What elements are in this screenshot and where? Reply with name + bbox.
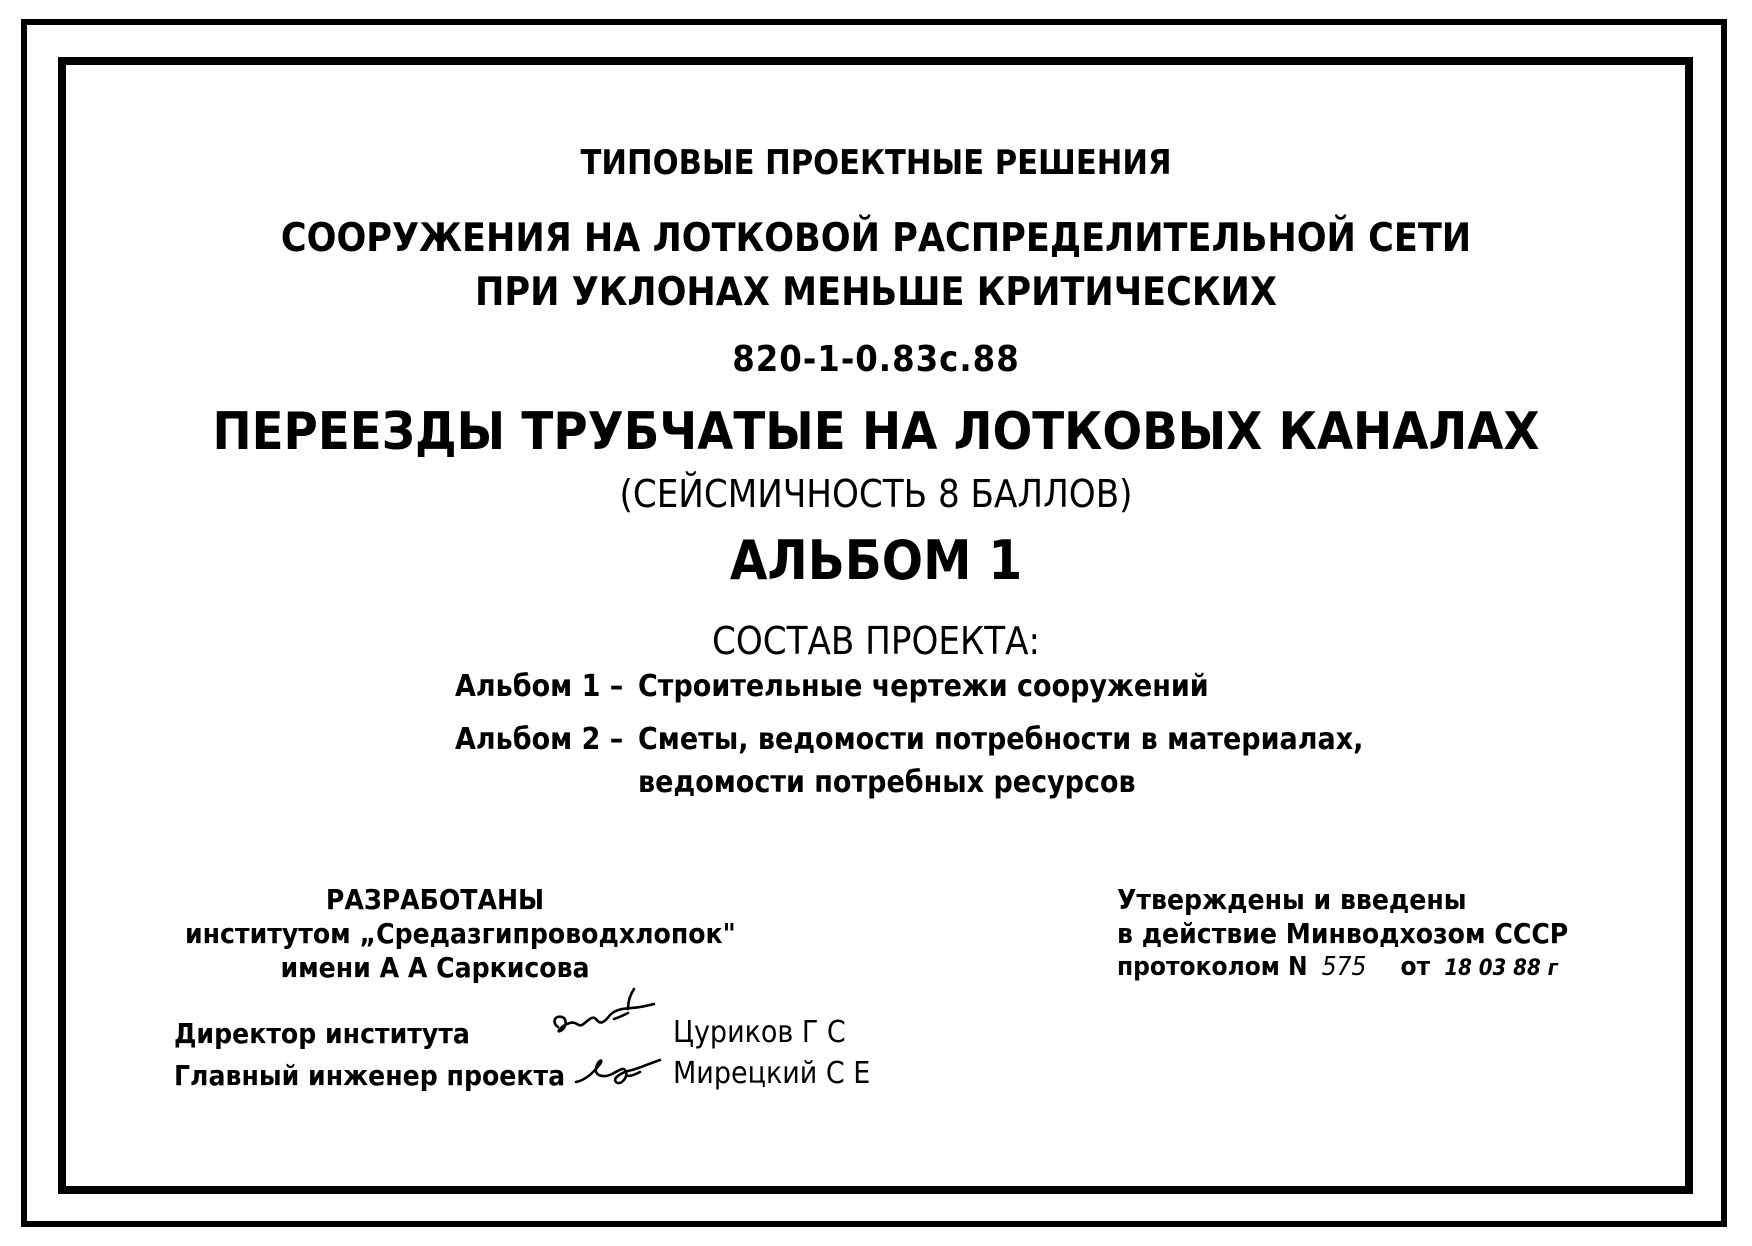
developer-line-2: институтом „Средазгипроводхлопок" [185, 917, 736, 950]
chief-engineer-name: Мирецкий С Е [673, 1056, 871, 1091]
approval-date: 18 03 88 г [1444, 956, 1558, 981]
director-role: Директор института [174, 1017, 470, 1050]
document-code: 820-1-0.83с.88 [732, 339, 1020, 380]
contents-item-2-label: Альбом 2 – [455, 722, 624, 757]
chief-engineer-role: Главный инженер проекта [174, 1059, 566, 1092]
seismic-note: (СЕЙСМИЧНОСТЬ 8 БАЛЛОВ) [619, 472, 1133, 516]
approval-line-1: Утверждены и введены [1117, 883, 1467, 916]
subject-line-1: СООРУЖЕНИЯ НА ЛОТКОВОЙ РАСПРЕДЕЛИТЕЛЬНОЙ СЕТИ [280, 216, 1472, 261]
contents-item-2-text-continued: ведомости потребных ресурсов [638, 765, 1136, 800]
contents-item-2-text: Сметы, ведомости потребности в материалах, [638, 722, 1364, 757]
protocol-prefix: протоколом N [1117, 952, 1308, 982]
contents-item-1-text: Строительные чертежи сооружений [638, 669, 1209, 704]
director-signature-icon [548, 985, 658, 1047]
contents-item-1-label: Альбом 1 – [455, 669, 624, 704]
developer-line-1: РАЗРАБОТАНЫ [325, 883, 545, 916]
approval-line-2: в действие Минводхозом СССР [1117, 917, 1569, 950]
director-name: Цуриков Г С [673, 1015, 846, 1050]
album-title: АЛЬБОМ 1 [729, 529, 1023, 592]
protocol-number: 575 [1321, 952, 1367, 982]
main-title: ПЕРЕЕЗДЫ ТРУБЧАТЫЕ НА ЛОТКОВЫХ КАНАЛАХ [212, 402, 1540, 462]
series-title: ТИПОВЫЕ ПРОЕКТНЫЕ РЕШЕНИЯ [580, 143, 1172, 183]
developer-line-3: имени А А Саркисова [280, 951, 590, 984]
approval-line-3 [1117, 954, 1558, 980]
subject-line-2: ПРИ УКЛОНАХ МЕНЬШЕ КРИТИЧЕСКИХ [475, 270, 1277, 315]
contents-heading: СОСТАВ ПРОЕКТА: [711, 619, 1041, 663]
date-prefix: от [1400, 952, 1431, 982]
chief-engineer-signature-icon [570, 1052, 670, 1092]
